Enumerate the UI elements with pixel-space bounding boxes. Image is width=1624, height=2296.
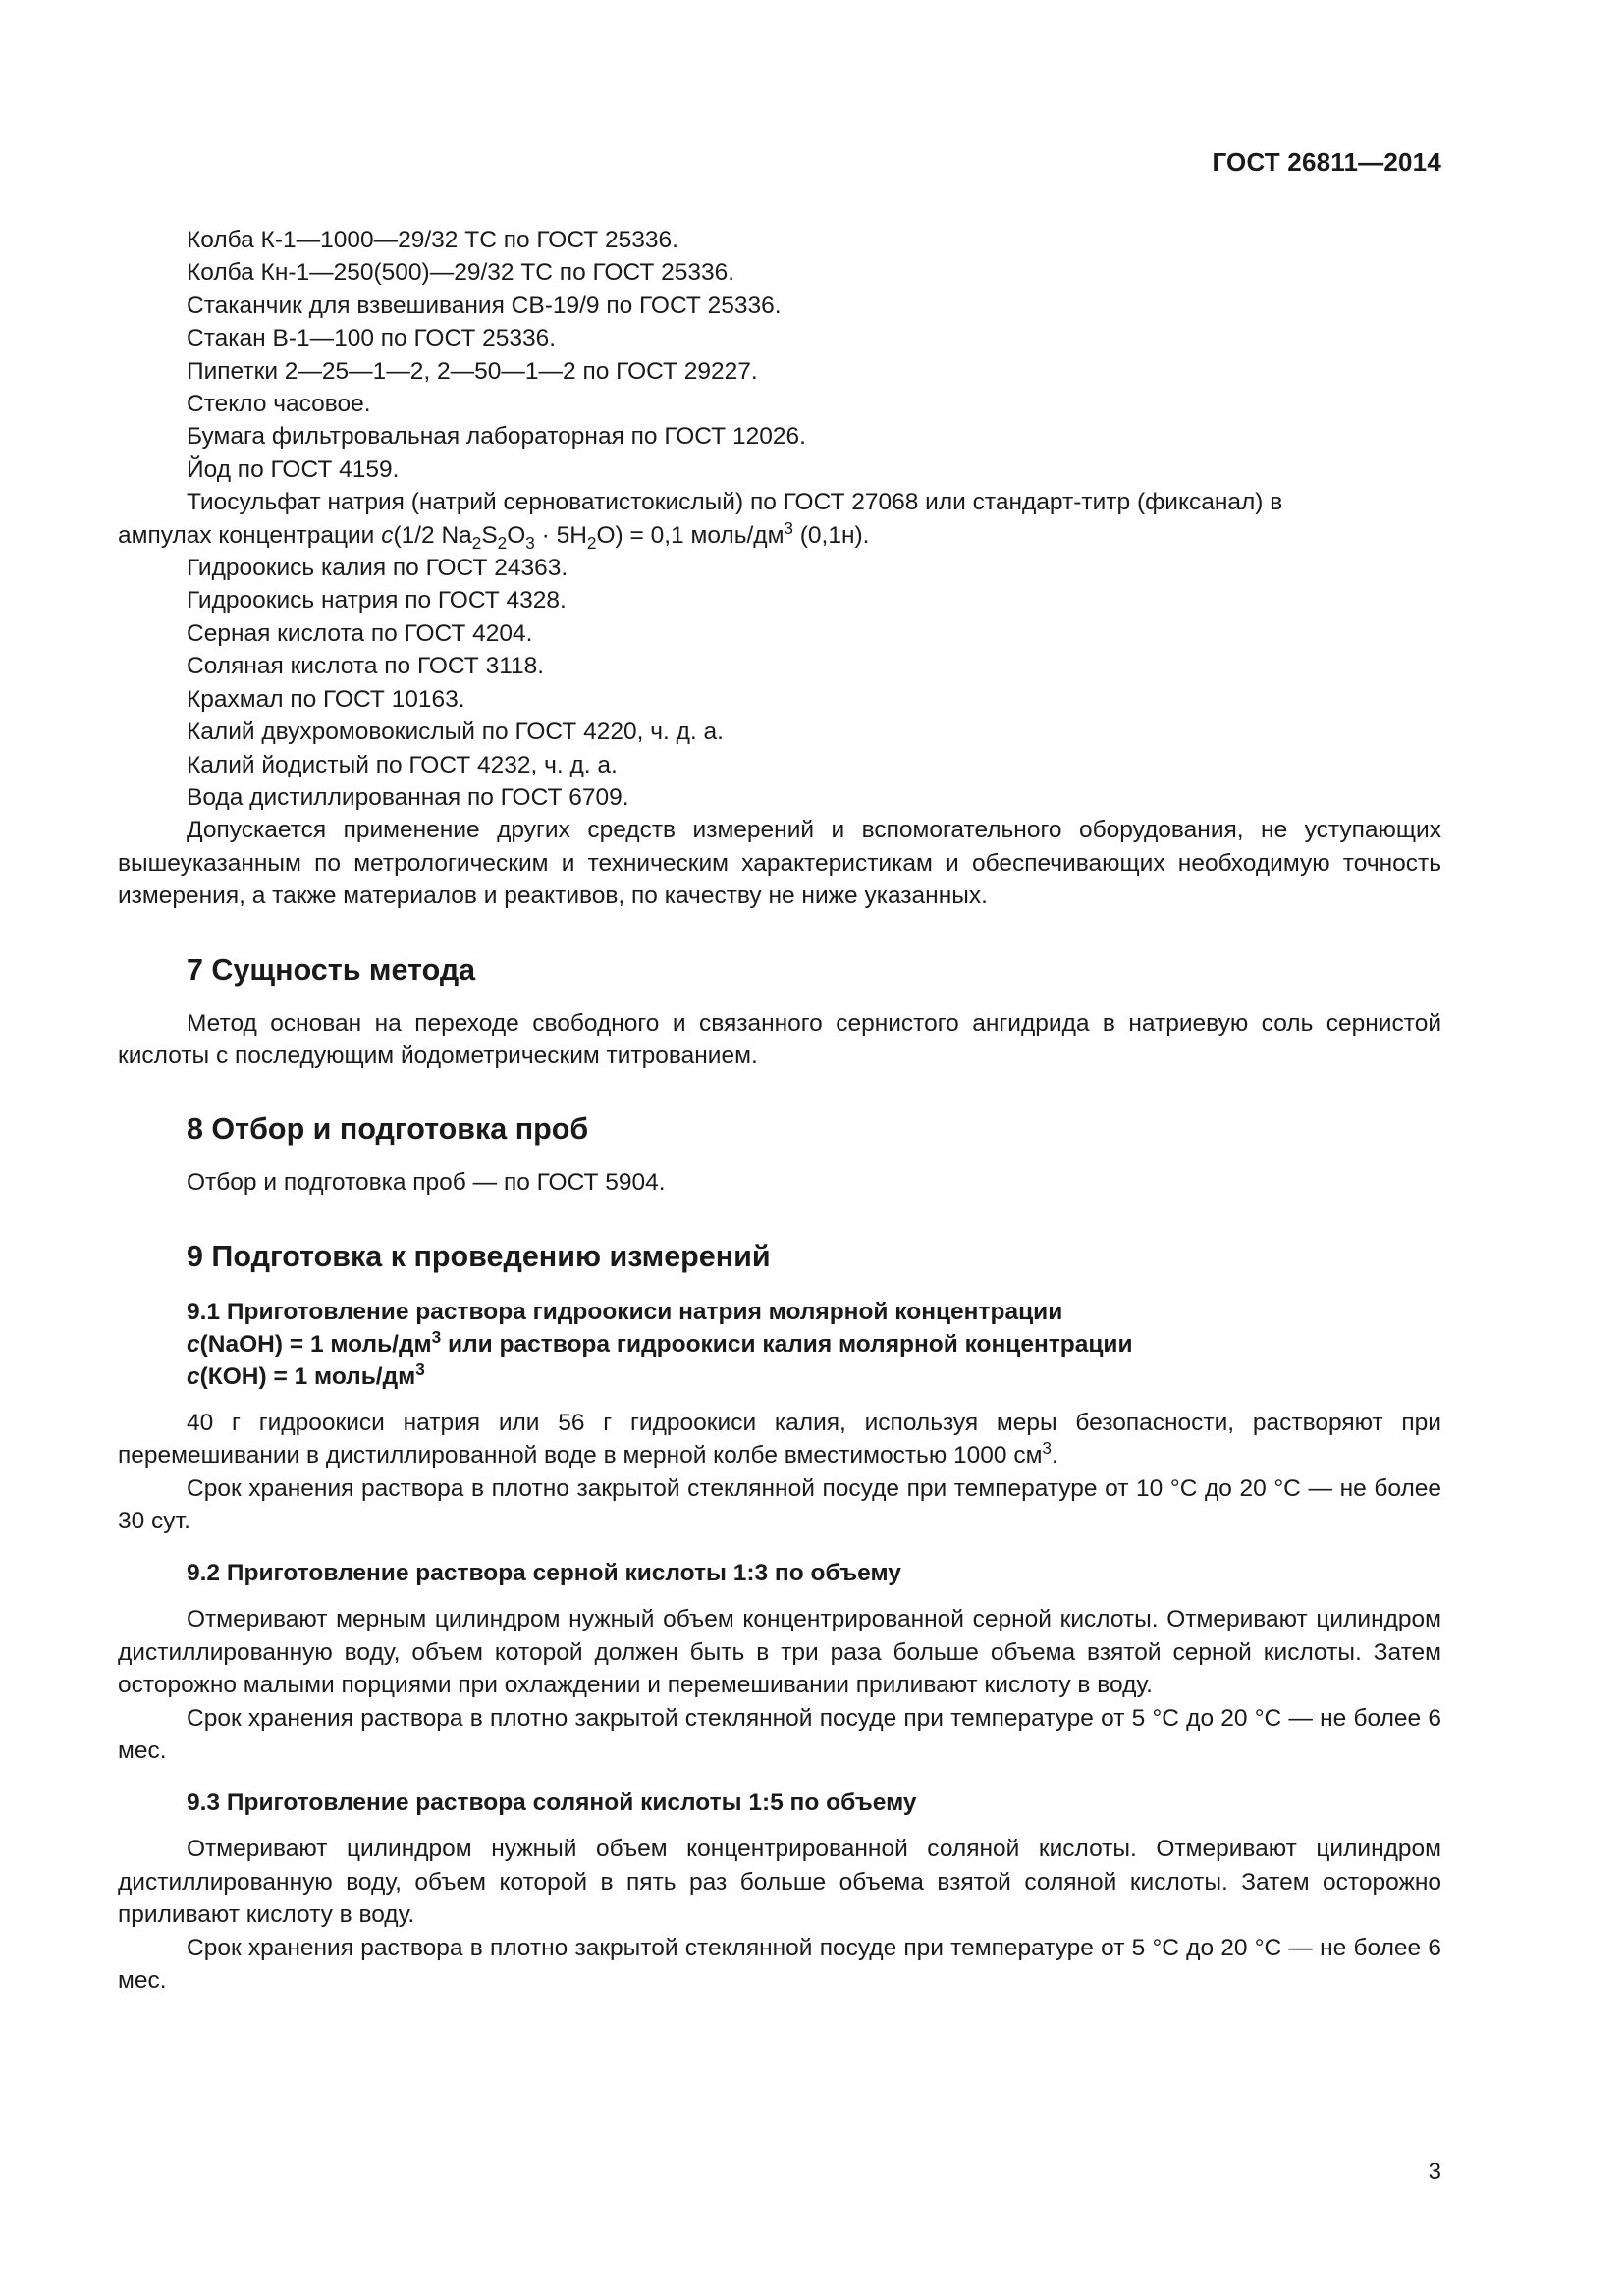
allowance-paragraph: Допускается применение других средств измерений и вспомогательного оборудования, не уступающих вышеуказанным по метрологическим и техническим характеристикам и обеспечивающих необходимую точность измерения, а также материалов и реактивов, по качеству не ниже указанных. bbox=[118, 817, 1441, 910]
section-8-text: Отбор и подготовка проб — по ГОСТ 5904. bbox=[187, 1169, 666, 1197]
list-item: Йод по ГОСТ 4159. bbox=[187, 455, 400, 483]
thiosulfate-line-1: Тиосульфат натрия (натрий серноватистокислый) по ГОСТ 27068 или стандарт-титр (фиксанал) в bbox=[187, 489, 1283, 516]
subsection-9-3-text: Отмеривают цилиндром нужный объем концентрированной соляной кислоты. Отмеривают цилиндром дистиллированную воду, объем которой в пять раз больше объема взятой соляной кислоты. Затем осторожно приливают кислоту в воду. bbox=[118, 1836, 1441, 1929]
list-item: Бумага фильтровальная лабораторная по ГОСТ 12026. bbox=[187, 423, 806, 451]
list-item: Пипетки 2—25—1—2, 2—50—1—2 по ГОСТ 29227. bbox=[187, 357, 758, 385]
subsection-9-3-heading: 9.3 Приготовление раствора соляной кислоты 1:5 по объему bbox=[187, 1789, 917, 1817]
thiosulfate-line-2: ампулах концентрации c(1/2 $Na_2S_2O_3 \cdot 5H_2O) = 0,1$ моль/$дм^3$ (0,1н). bbox=[118, 517, 870, 553]
list-item: Крахмал по ГОСТ 10163. bbox=[187, 685, 465, 713]
subsection-9-2-heading: 9.2 Приготовление раствора серной кислоты 1:3 по объему bbox=[187, 1560, 901, 1587]
document-body bbox=[118, 224, 1441, 1997]
list-item: Колба К-1—1000—29/32 ТС по ГОСТ 25336. bbox=[187, 227, 678, 253]
page-number: 3 bbox=[1428, 2159, 1441, 2185]
list-item: Стаканчик для взвешивания СВ-19/9 по ГОСТ 25336. bbox=[187, 292, 782, 319]
subsection-9-1-storage: Срок хранения раствора в плотно закрытой стеклянной посуде при температуре от 10 °С до 20 °С — не более 30 сут. bbox=[118, 1474, 1441, 1534]
list-item: Стакан В-1—100 по ГОСТ 25336. bbox=[187, 325, 557, 352]
subsection-9-1-text: 40 г гидроокиси натрия или 56 г гидроокиси калия, используя меры безопасности, растворяют при перемешивании в дистиллированной воде в мерной колбе вместимостью 1000 $см^3$. bbox=[118, 1409, 1441, 1469]
document-header: ГОСТ 26811—2014 bbox=[1212, 147, 1441, 177]
section-9-heading: 9 Подготовка к проведению измерений bbox=[187, 1239, 771, 1273]
list-item: Гидроокись натрия по ГОСТ 4328. bbox=[187, 587, 567, 614]
subsection-9-3-storage: Срок хранения раствора в плотно закрытой стеклянной посуде при температуре от 5 °С до 20 °С — не более 6 мес. bbox=[118, 1934, 1441, 1995]
section-7-text: Метод основан на переходе свободного и связанного сернистого ангидрида в натриевую соль сернистой кислоты с последующим йодометрическим титрованием. bbox=[118, 1009, 1441, 1069]
list-item: Колба Кн-1—250(500)—29/32 ТС по ГОСТ 25336. bbox=[187, 259, 735, 287]
list-item: Калий йодистый по ГОСТ 4232, ч. д. а. bbox=[187, 751, 618, 778]
section-8-heading: 8 Отбор и подготовка проб bbox=[187, 1112, 589, 1147]
subsection-9-1-heading: 9.1 Приготовление раствора гидроокиси натрия молярной концентрации c(NaOH) = 1 моль/$дм^3$ или раствора гидроокиси калия молярной концентрации c(КОН) = 1 моль/$дм^3$ bbox=[187, 1298, 1133, 1390]
list-item: Серная кислота по ГОСТ 4204. bbox=[187, 619, 533, 647]
list-item: Соляная кислота по ГОСТ 3118. bbox=[187, 653, 545, 680]
subsection-9-2-text: Отмеривают мерным цилиндром нужный объем концентрированной серной кислоты. Отмеривают цилиндром дистиллированную воду, объем которой должен быть в три раза больше объема взятой серной кислоты. Затем осторожно малыми порциями при охлаждении и перемешивании приливают кислоту в воду. bbox=[118, 1606, 1441, 1699]
list-item: Калий двухромовокислый по ГОСТ 4220, ч. д. а. bbox=[187, 719, 724, 746]
list-item: Стекло часовое. bbox=[187, 391, 371, 418]
list-item: Вода дистиллированная по ГОСТ 6709. bbox=[187, 783, 629, 811]
list-item: Гидроокись калия по ГОСТ 24363. bbox=[187, 555, 568, 582]
subsection-9-2-storage: Срок хранения раствора в плотно закрытой стеклянной посуде при температуре от 5 °С до 20 °С — не более 6 мес. bbox=[118, 1704, 1441, 1764]
section-7-heading: 7 Сущность метода bbox=[187, 952, 476, 987]
